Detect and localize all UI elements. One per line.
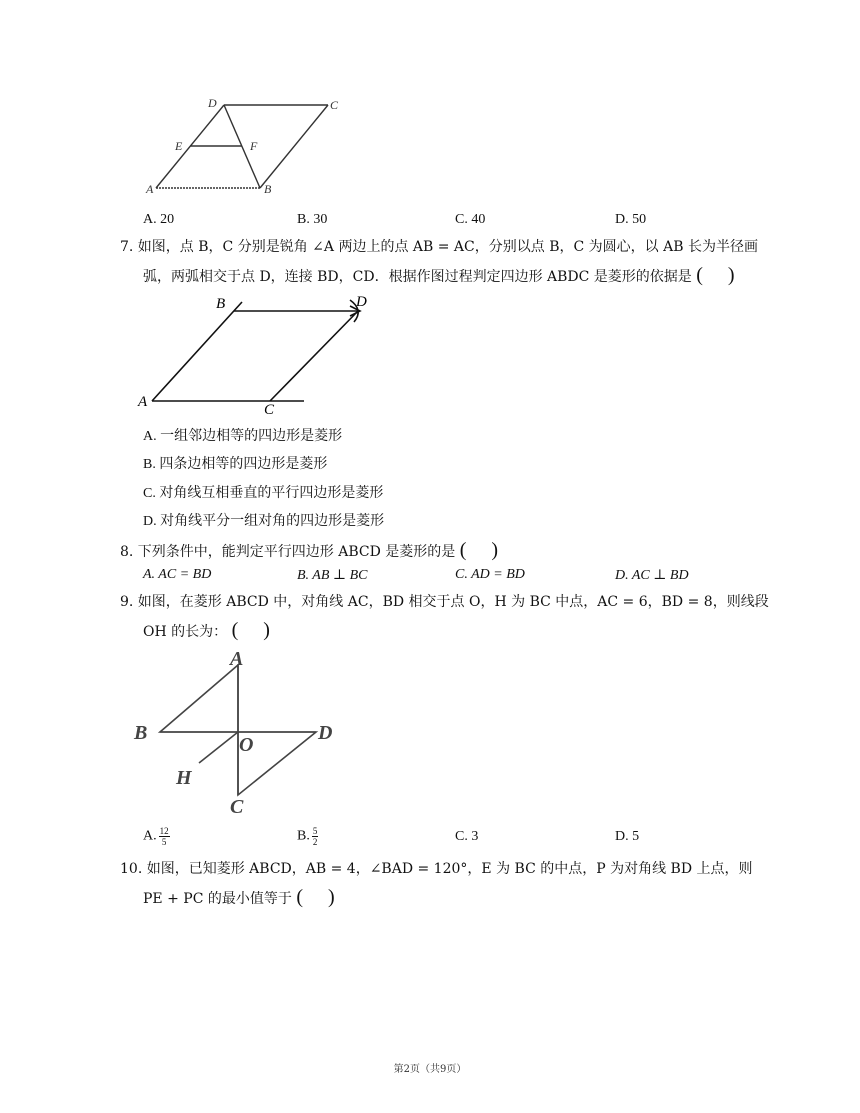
- q7-text-line2-content: 弧，两弧相交于点 D，连接 BD，CD．根据作图过程判定四边形 ABDC 是菱形的依据是: [143, 269, 692, 285]
- q8-option-b: B. AB ⊥ BC: [297, 568, 368, 583]
- q8-answer-paren: ( ): [459, 539, 499, 561]
- q9-label-o: O: [239, 734, 254, 756]
- q7-text-line2: [143, 262, 735, 291]
- q7-label-d: D: [356, 294, 367, 310]
- q7-figure: [132, 290, 382, 420]
- q9-option-c: C. 3: [455, 829, 479, 844]
- q6-label-e: E: [175, 139, 183, 153]
- q8-option-c: C. AD = BD: [455, 567, 525, 582]
- q9-answer-paren: ( ): [231, 619, 270, 641]
- q6-label-b: B: [264, 182, 272, 196]
- q9-text-line2-content: OH 的长为：: [143, 624, 228, 640]
- q9-text-line2: [143, 617, 270, 646]
- q9-label-h: H: [176, 767, 192, 789]
- q9-text-line1: 9. 如图，在菱形 ABCD 中，对角线 AC，BD 相交于点 O，H 为 BC 中点，AC = 6，BD = 8，则线段: [120, 594, 769, 610]
- q7-label-a: A: [138, 394, 148, 410]
- q9-option-b-prefix: B.: [297, 828, 310, 844]
- q7-option-c: C. 对角线互相垂直的平行四边形是菱形: [143, 486, 384, 501]
- q7-label-b: B: [216, 296, 226, 312]
- q10-text-line2: [143, 884, 335, 913]
- q9-option-a-denominator: 5: [161, 837, 167, 847]
- q6-edge-cb: [260, 105, 328, 188]
- q8-option-d: D. AC ⊥ BD: [615, 568, 689, 583]
- q9-label-a: A: [230, 648, 244, 670]
- q7-label-c: C: [264, 402, 275, 418]
- q7-option-a: A. 一组邻边相等的四边形是菱形: [143, 429, 343, 444]
- q10-text-line1: 10. 如图，已知菱形 ABCD，AB = 4，∠BAD = 120°，E 为 BC 的中点，P 为对角线 BD 上点，则: [120, 861, 753, 877]
- q7-text-line1: 7. 如图，点 B，C 分别是锐角 ∠A 两边上的点 AB = AC，分别以点 B，C 为圆心，以 AB 长为半径画: [120, 239, 758, 255]
- q9-option-a-prefix: A.: [143, 828, 157, 844]
- q9-segment-oh: [199, 732, 238, 763]
- q9-option-b-numerator: 5: [312, 826, 318, 836]
- q9-option-b: [297, 826, 318, 847]
- q9-label-c: C: [230, 796, 244, 818]
- q6-option-c: C. 40: [455, 212, 486, 227]
- q6-option-a: A. 20: [143, 212, 175, 227]
- q9-option-a: [143, 826, 170, 847]
- q9-label-d: D: [318, 722, 333, 744]
- q9-figure: [130, 645, 350, 820]
- q6-label-f: F: [250, 139, 258, 153]
- q6-figure: [140, 92, 360, 202]
- q7-option-d: D. 对角线平分一组对角的四边形是菱形: [143, 514, 385, 529]
- q10-answer-paren: ( ): [296, 886, 335, 908]
- page-footer: 第2页（共9页）: [393, 1064, 467, 1075]
- q9-option-d: D. 5: [615, 829, 640, 844]
- q10-text-line2-content: PE + PC 的最小值等于: [143, 891, 292, 907]
- q9-option-b-denominator: 2: [312, 837, 318, 847]
- q8-text-line1: [120, 537, 498, 566]
- q9-option-b-fraction: [312, 826, 319, 847]
- q7-answer-paren: ( ): [696, 264, 735, 286]
- q7-option-b: B. 四条边相等的四边形是菱形: [143, 457, 328, 472]
- q6-label-d: D: [208, 96, 217, 110]
- q9-option-a-numerator: 12: [159, 826, 169, 836]
- q9-option-a-fraction: [159, 826, 170, 847]
- q7-edge-dc: [270, 311, 358, 401]
- q6-label-c: C: [330, 98, 339, 112]
- q6-label-a: A: [146, 182, 154, 196]
- q6-option-d: D. 50: [615, 212, 647, 227]
- q8-option-a: A. AC = BD: [143, 567, 212, 582]
- q7-edge-ab-ray: [152, 302, 242, 401]
- q9-label-b: B: [134, 722, 148, 744]
- q8-text-content: 8. 下列条件中，能判定平行四边形 ABCD 是菱形的是: [120, 544, 456, 560]
- q6-option-b: B. 30: [297, 212, 328, 227]
